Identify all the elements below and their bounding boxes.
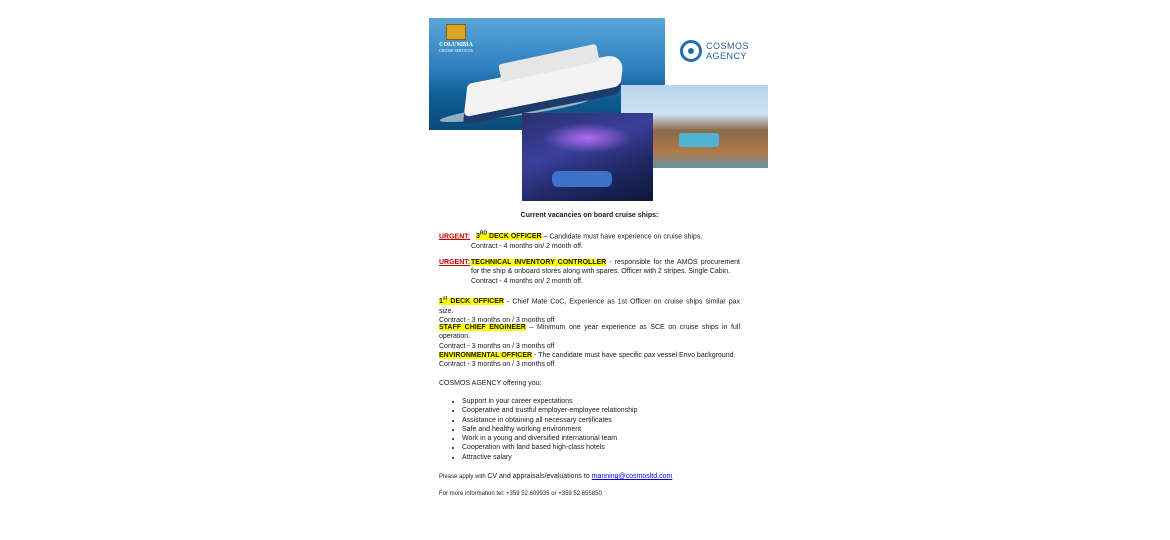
- list-item: • Assistance in obtaining all necessary certificates: [462, 416, 637, 425]
- apply-prefix-small: Please apply with: [439, 474, 488, 480]
- job-staff-chief-engineer: [439, 323, 740, 351]
- list-item: • Work in a young and diversified international team: [462, 434, 637, 443]
- vacancies-title: Current vacancies on board cruise ships:: [520, 212, 659, 219]
- lounge-sofa: [552, 171, 612, 187]
- columbia-logo-sub: CRUISE SERVICES: [439, 48, 473, 53]
- list-item: • Cooperative and trustful employer-employee relationship: [462, 406, 637, 415]
- benefits-list: [451, 397, 637, 462]
- columbia-logo-name: COLUMBIA: [439, 42, 473, 48]
- job-position: 3RD DECK OFFICER: [475, 231, 542, 241]
- job-contract: Contract - 4 months on/ 2 month off.: [471, 277, 583, 285]
- cosmos-emblem-icon: [680, 40, 702, 62]
- list-item: • Safe and healthy working environment: [462, 425, 637, 434]
- job-description: - The candidate must have specific pax vessel Envo background.: [532, 352, 736, 359]
- urgent-label: URGENT:: [439, 259, 471, 266]
- list-item: • Attractive salary: [462, 453, 637, 462]
- job-contract: Contract - 4 months on/ 2 month off.: [471, 242, 583, 250]
- job-environmental-officer: [439, 351, 740, 370]
- lounge-photo: [522, 113, 653, 201]
- job-contract: Contract - 3 months on / 3 months off: [439, 316, 555, 324]
- cosmos-logo-line1: COSMOS: [706, 41, 750, 51]
- apply-line: [439, 472, 740, 482]
- contact-info: For more information tel: +359 52 609935 or +359 52 655850: [439, 491, 602, 497]
- job-description: – Candidate must have experience on cruise ships.: [541, 233, 703, 241]
- columbia-logo: [436, 24, 476, 53]
- cosmos-logo-line2: AGENCY: [706, 51, 748, 61]
- job-position: 1st DECK OFFICER: [439, 296, 504, 306]
- columbia-emblem-icon: [446, 24, 466, 40]
- job-technical-inventory-controller: [439, 258, 740, 286]
- job-description: – Minimum one year experience as SCE on cruise ships in full operation.: [439, 324, 740, 341]
- job-contract: Contract - 3 months on / 3 months off: [439, 361, 555, 369]
- offering-intro: COSMOS AGENCY offering you:: [439, 380, 542, 387]
- job-3rd-deck-officer: [439, 230, 740, 251]
- lounge-light: [542, 123, 632, 153]
- job-position: STAFF CHIEF ENGINEER: [439, 324, 526, 331]
- job-position: TECHNICAL INVENTORY CONTROLLER: [471, 259, 607, 266]
- email-link[interactable]: manning@cosmosltd.com: [591, 473, 673, 480]
- job-position: ENVIRONMENTAL OFFICER: [439, 352, 533, 359]
- job-description: - Chief Mate CoC, Experience as 1st Officer on cruise ships similar pax size.: [439, 298, 740, 315]
- urgent-label: URGENT:: [439, 233, 471, 241]
- list-item: • Support in your career expectations: [462, 397, 637, 406]
- job-contract: Contract - 3 months on / 3 months off: [439, 342, 555, 350]
- list-item: • Cooperation with land based high-class hotels: [462, 443, 637, 452]
- cosmos-agency-logo: [680, 40, 749, 62]
- pool-shape: [679, 133, 719, 147]
- job-1st-deck-officer: [439, 295, 740, 325]
- job-description: - responsible for the AMOS procurement for the ship & onboard stores along with spares. Officer with 2 stripes. Single Cabin.: [471, 259, 740, 276]
- apply-prefix: CV and appraisals/evaluations to: [487, 473, 592, 480]
